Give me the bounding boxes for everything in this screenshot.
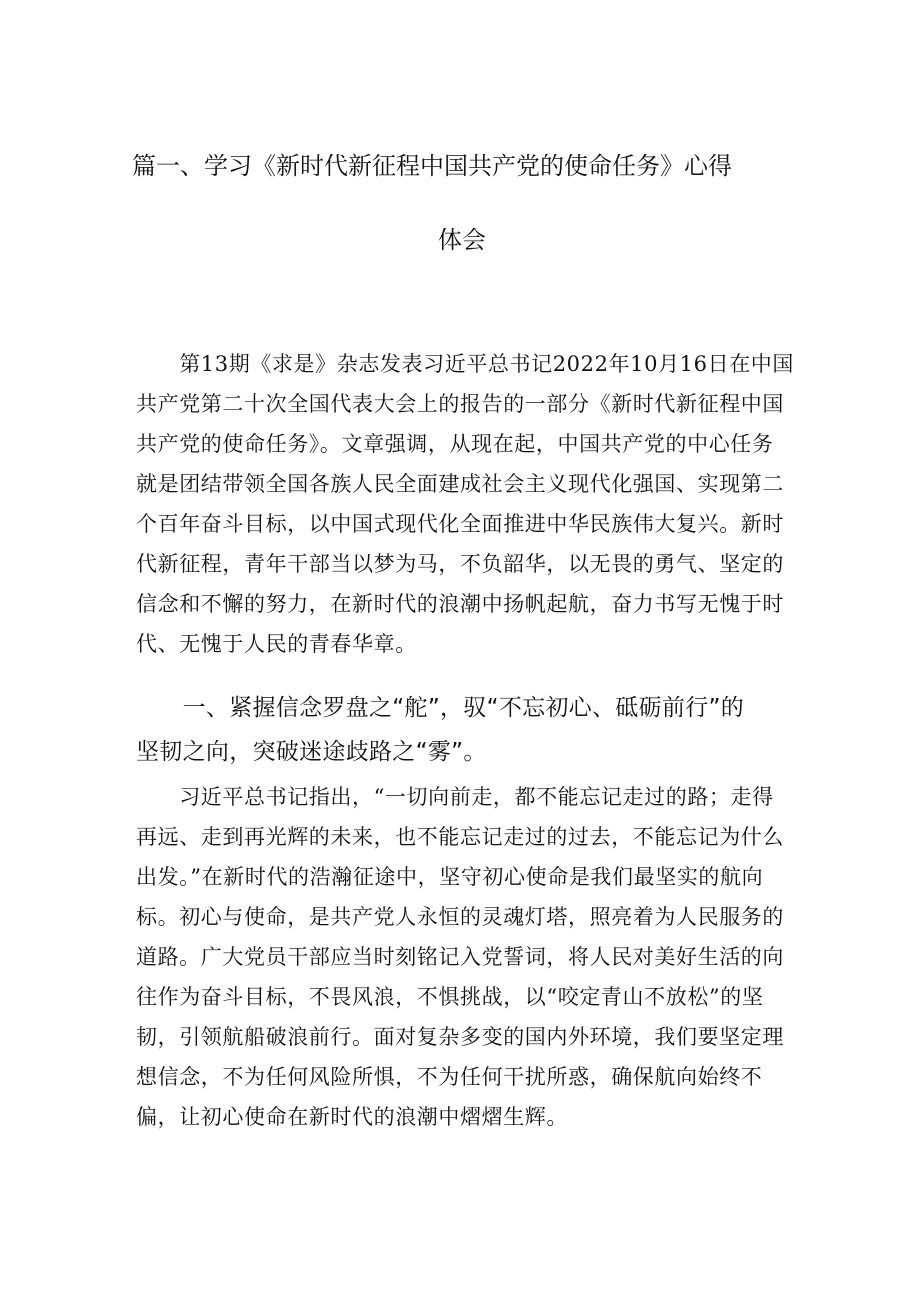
paragraph-line: 出发。”在新时代的浩瀚征途中，坚守初心使命是我们最坚实的航向 <box>136 865 764 889</box>
paragraph-line: 再远、走到再光辉的未来，也不能忘记走过的过去，不能忘记为什么 <box>136 825 784 849</box>
paragraph-line: 想信念，不为任何风险所惧，不为任何干扰所惑，确保航向始终不 <box>136 1065 763 1089</box>
paragraph-line: 信念和不懈的努力，在新时代的浪潮中扬帆起航，奋力书写无愧于时 <box>136 592 784 616</box>
paragraph-line: 标。初心与使命，是共产党人永恒的灵魂灯塔，照亮着为人民服务的 <box>136 905 784 929</box>
paragraph-2 <box>136 777 796 1137</box>
section-heading-1 <box>136 686 796 774</box>
document-title-line-1: 篇一、学习《新时代新征程中国共产党的使命任务》心得 <box>132 152 732 180</box>
paragraph-line: 个百年奋斗目标，以中国式现代化全面推进中华民族伟大复兴。新时 <box>136 512 784 536</box>
paragraph-line: 就是团结带领全国各族人民全面建成社会主义现代化强国、实现第二 <box>136 472 784 496</box>
heading-line: 坚韧之向，突破迷途歧路之“雾”。 <box>136 739 487 765</box>
heading-line: 一、紧握信念罗盘之“舵”，驭“不忘初心、砥砺前行”的 <box>136 695 745 721</box>
paragraph-line: 偏，让初心使命在新时代的浪潮中熠熠生辉。 <box>136 1105 568 1129</box>
paragraph-line: 往作为奋斗目标，不畏风浪，不惧挑战，以“咬定青山不放松”的坚 <box>136 985 764 1009</box>
paragraph-line: 共产党的使命任务》。文章强调，从现在起，中国共产党的中心任务 <box>136 432 774 456</box>
paragraph-line: 共产党第二十次全国代表大会上的报告的一部分《新时代新征程中国 <box>136 392 784 416</box>
paragraph-line: 第13期《求是》杂志发表习近平总书记2022年10月16日在中国 <box>136 352 795 376</box>
document-title-line-2: 体会 <box>438 226 486 254</box>
paragraph-line: 习近平总书记指出，“一切向前走，都不能忘记走过的路；走得 <box>136 785 774 809</box>
paragraph-line: 代、无愧于人民的青春华章。 <box>136 632 417 656</box>
paragraph-1 <box>136 344 796 664</box>
paragraph-line: 道路。广大党员干部应当时刻铭记入党誓词，将人民对美好生活的向 <box>136 945 784 969</box>
paragraph-line: 韧，引领航船破浪前行。面对复杂多变的国内外环境，我们要坚定理 <box>136 1025 784 1049</box>
paragraph-line: 代新征程，青年干部当以梦为马，不负韶华，以无畏的勇气、坚定的 <box>136 552 784 576</box>
